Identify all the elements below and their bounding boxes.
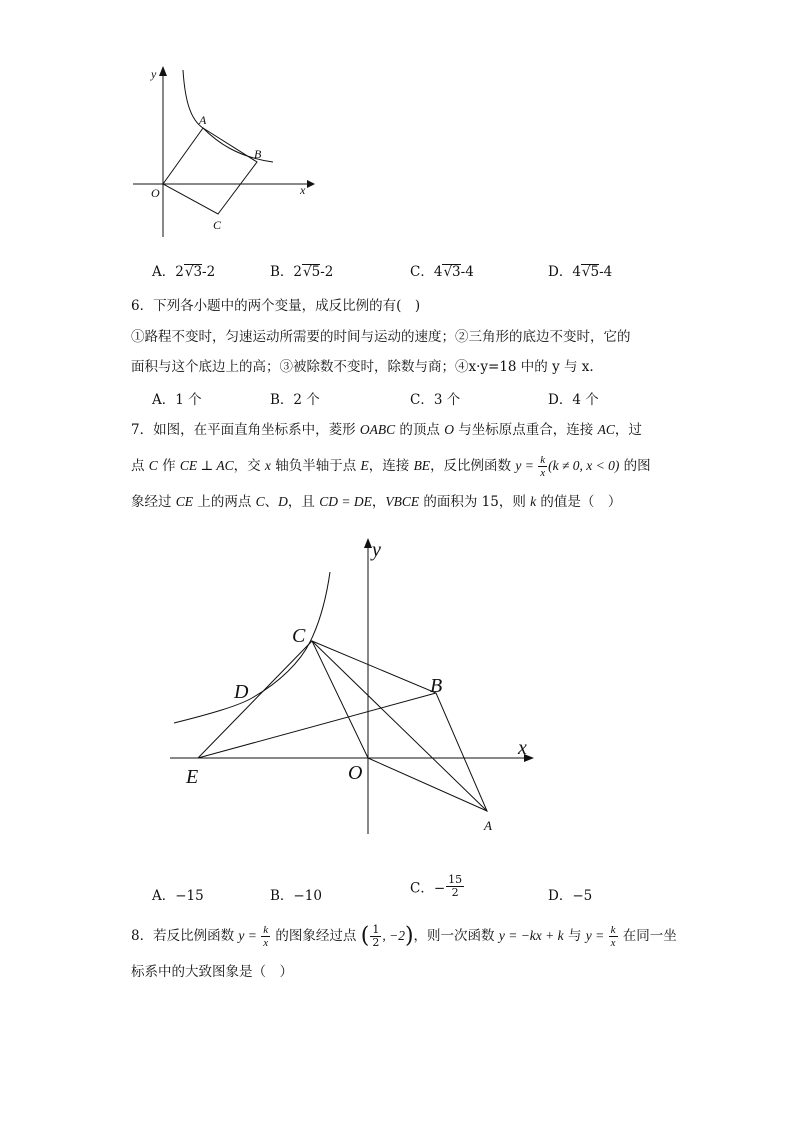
q6-stem: 6．下列各小题中的两个变量，成反比例的有( ) xyxy=(131,298,421,314)
sqrt-symbol: √5 xyxy=(581,264,600,280)
fraction-k-over-x-2: $\frac{k}{x}$ xyxy=(610,924,616,949)
y-axis-arrow xyxy=(364,538,372,548)
segment-ca xyxy=(312,641,487,811)
label-x: x xyxy=(300,183,306,197)
label-b: B xyxy=(254,147,262,161)
q8-line-2: 标系中的大致图象是（ ） xyxy=(131,964,293,980)
q7-option-b[interactable]: B．−10 xyxy=(270,888,322,904)
q6-option-d[interactable]: D．4 个 xyxy=(548,392,599,408)
label-a: A xyxy=(199,113,207,127)
figure-rhombus-hyperbola-small xyxy=(125,62,325,242)
q6-line-2: 面积与这个底边上的高；③被除数不变时，除数与商；④x·y=18 中的 y 与 x. xyxy=(131,359,594,375)
label-x: x xyxy=(518,737,527,759)
label-d: D xyxy=(234,681,249,703)
y-axis-arrow xyxy=(159,66,167,76)
right-paren: ) xyxy=(404,923,414,949)
square-oabc xyxy=(163,128,257,214)
q6-option-b[interactable]: B．2 个 xyxy=(270,392,320,408)
q8-line-1: 8．若反比例函数 y = $\frac{k}{x}$ 的图象经过点 ( $\frac{1}{2}$ , −2)，则一次函数 y = −kx + k 与 y = $\frac{k}{x}$ 在同一坐 xyxy=(131,923,677,949)
q7-line-1: 7．如图，在平面直角坐标系中，菱形 OABC 的顶点 O 与坐标原点重合，连接 AC，过 xyxy=(131,422,642,438)
label-y: y xyxy=(372,539,381,561)
q7-option-c[interactable]: C．− $\frac{15}{2}$ xyxy=(410,873,463,899)
fraction-k-over-x: $\frac{k}{x}$ xyxy=(540,454,546,479)
left-paren: ( xyxy=(360,923,370,949)
label-b: B xyxy=(430,675,443,697)
fraction-1-over-2: $\frac{1}{2}$ xyxy=(372,923,380,949)
figure-rhombus-oabc xyxy=(160,532,550,842)
label-c: C xyxy=(213,218,222,232)
q5-option-a[interactable]: A．2√3-2 xyxy=(152,264,216,280)
segment-ce xyxy=(198,641,312,758)
sqrt-symbol: √3 xyxy=(184,264,203,280)
q5-option-d[interactable]: D．4√5-4 xyxy=(548,264,613,280)
q6-option-a[interactable]: A．1 个 xyxy=(152,392,202,408)
q6-option-c[interactable]: C．3 个 xyxy=(410,392,461,408)
label-y: y xyxy=(151,67,157,81)
q5-option-b[interactable]: B．2√5-2 xyxy=(270,264,334,280)
label-a: A xyxy=(484,818,492,833)
q7-option-a[interactable]: A．−15 xyxy=(152,888,204,904)
q7-line-2: 点 C 作 CE ⊥ AC，交 x 轴负半轴于点 E，连接 BE，反比例函数 y = $\frac{k}{x}$ (k ≠ 0, x < 0) 的图 xyxy=(131,454,651,479)
label-o: O xyxy=(348,762,363,784)
fraction-k-over-x: $\frac{k}{x}$ xyxy=(263,924,269,949)
label-e: E xyxy=(186,766,199,788)
q5-option-c[interactable]: C．4√3-4 xyxy=(410,264,474,280)
fraction-15-over-2: $\frac{15}{2}$ xyxy=(448,873,463,899)
q7-option-d[interactable]: D．−5 xyxy=(548,888,593,904)
x-axis-arrow xyxy=(307,180,315,188)
label-o: O xyxy=(151,186,160,200)
sqrt-symbol: √3 xyxy=(443,264,461,280)
q7-line-3: 象经过 CE 上的两点 C、D，且 CD = DE，VBCE 的面积为 15，则 k 的值是（ ） xyxy=(131,494,622,510)
hyperbola-curve xyxy=(174,572,330,723)
label-c: C xyxy=(292,625,306,647)
q6-line-1: ①路程不变时，匀速运动所需要的时间与运动的速度；②三角形的底边不变时，它的 xyxy=(131,329,631,345)
sqrt-symbol: √5 xyxy=(303,264,321,280)
